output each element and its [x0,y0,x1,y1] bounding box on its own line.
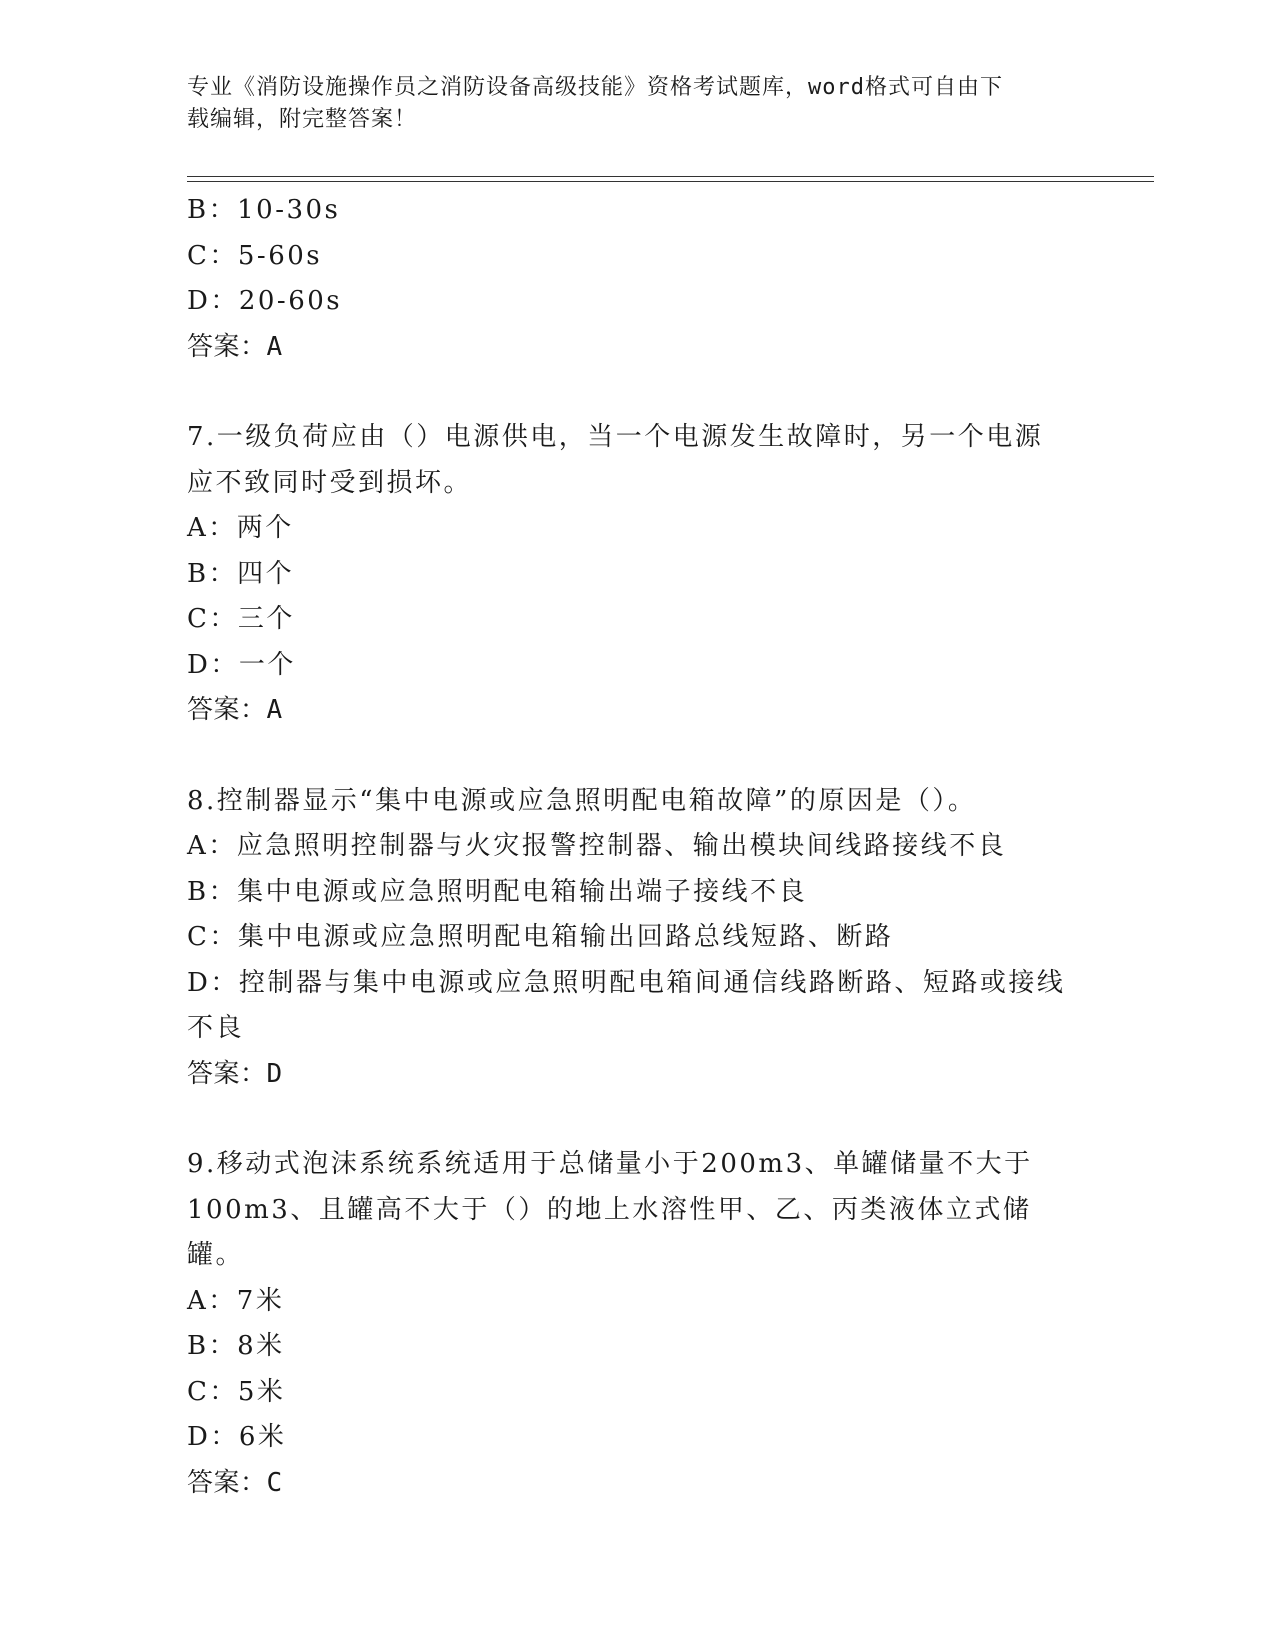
option-c: C：集中电源或应急照明配电箱输出回路总线短路、断路 [187,922,894,952]
document-header [187,72,1067,136]
option-b: B：10-30s [187,195,341,225]
question-content [187,188,1087,1506]
option-c: C：三个 [187,604,295,634]
option-c: C：5米 [187,1376,286,1407]
option-d: D：控制器与集中电源或应急照明配电箱间通信线路断路、短路或接线 [187,967,1066,998]
header-line-1: 专业《消防设施操作员之消防设备高级技能》资格考试题库，word格式可自由下 [187,75,1003,100]
question-9-block [187,1142,1087,1506]
answer-line: 答案：A [187,695,283,725]
partial-question-block [187,188,1087,370]
option-b: B：集中电源或应急照明配电箱输出端子接线不良 [187,876,808,907]
question-stem: 7.一级负荷应由（）电源供电，当一个电源发生故障时，另一个电源 [187,422,1044,452]
question-stem: 8.控制器显示“集中电源或应急照明配电箱故障”的原因是（）。 [187,785,977,816]
question-stem-continued: 100m3、且罐高不大于（）的地上水溶性甲、乙、丙类液体立式储罐。 [187,1194,1032,1270]
question-stem-continued: 应不致同时受到损坏。 [187,467,473,498]
question-8-block [187,779,1087,1098]
header-line-2: 载编辑，附完整答案！ [187,107,418,132]
question-7-block [187,415,1087,734]
spacer [187,1097,1087,1142]
option-a: A：两个 [187,513,294,543]
spacer [187,734,1087,779]
answer-line: 答案：D [187,1058,283,1089]
answer-line: 答案：C [187,1467,283,1498]
header-rule-top [187,176,1154,177]
option-a: A：应急照明控制器与火灾报警控制器、输出模块间线路接线不良 [187,831,1007,861]
spacer [187,370,1087,415]
option-d: D：一个 [187,649,296,680]
option-c: C：5-60s [187,240,323,271]
option-a: A：7米 [187,1285,285,1316]
header-rule-bottom [187,181,1154,182]
option-d-continued: 不良 [187,1013,245,1043]
option-d: D：6米 [187,1422,287,1452]
question-stem: 9.移动式泡沫系统系统适用于总储量小于200m3、单罐储量不大于 [187,1149,1033,1179]
option-b: B：四个 [187,558,295,589]
option-b: B：8米 [187,1331,285,1361]
answer-line: 答案：A [187,331,283,362]
option-d: D：20-60s [187,286,343,316]
